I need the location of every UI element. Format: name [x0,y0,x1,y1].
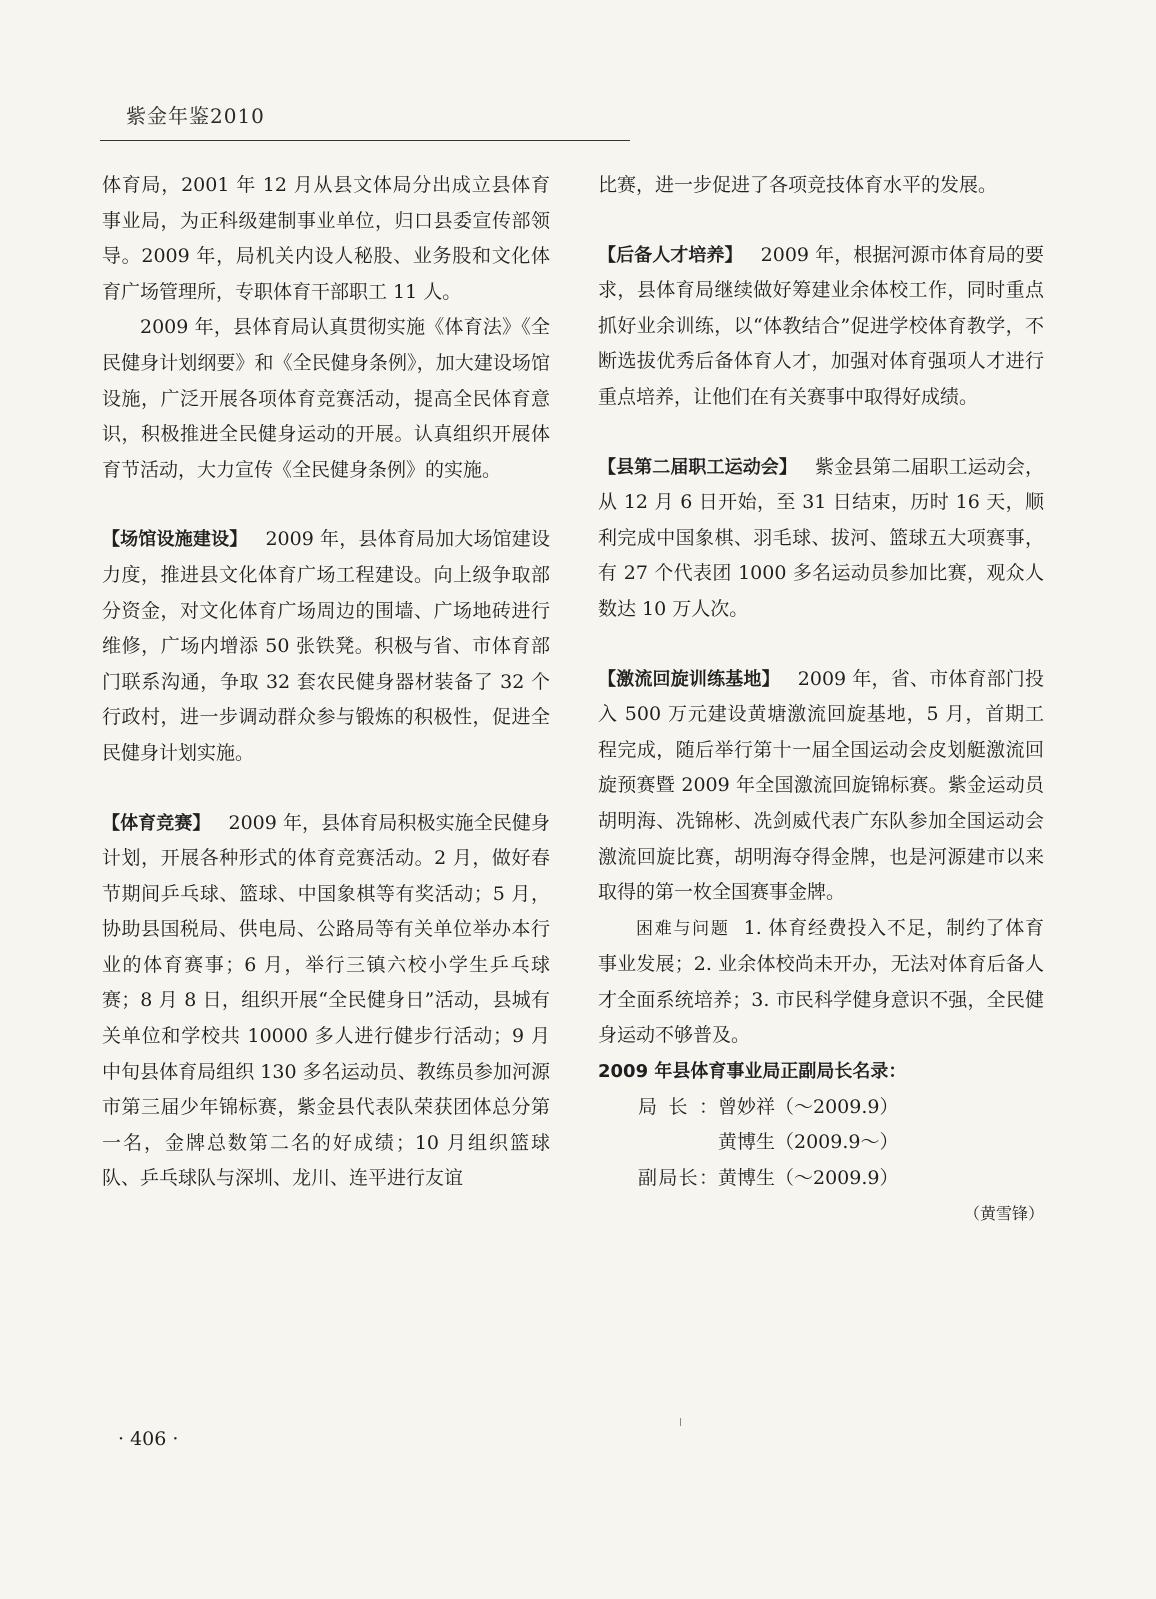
roster-deputy-role: 副局长： [638,1166,718,1189]
intro-continued-paragraph: 体育局，2001 年 12 月从县文体局分出成立县体育事业局，为正科级建制事业单位，归口县委宣传部领导。2009 年，局机关内设人秘股、业务股和文化体育广场管理所，专职体育干部职工 11 人。 [102,174,550,303]
roster-director-row [598,1090,1044,1126]
competitions-body: 2009 年，县体育局积极实施全民健身计划，开展各种形式的体育竞赛活动。2 月，做好春节期间乒乓球、篮球、中国象棋等有奖活动；5 月，协助县国税局、供电局、公路局等有关单位举办本行业的体育赛事；6 月，举行三镇六校小学生乒乓球赛；8 月 8 日，组织开展“全民健身日”活动，县城有关单位和学校共 10000 多人进行健步行活动；9 月中旬县体育局组织 130 多名运动员、教练员参加河源市第三届少年锦标赛，紫金县代表队荣获团体总分第一名，金牌总数第二名的好成绩；10 月组织篮球队、乒乓球队与深圳、龙川、连平进行友谊 [102,811,550,1190]
left-column [102,168,550,1197]
running-head-title: 紫金年鉴2010 [126,104,265,128]
whitewater-section [598,662,1044,911]
page-number: · 406 · [118,1428,179,1450]
roster-deputy-row [598,1161,1044,1197]
venues-heading: 【场馆设施建设】 [102,529,248,551]
workers-games-heading: 【县第二届职工运动会】 [598,456,797,478]
problems-body: 1. 体育经费投入不足，制约了体育事业发展；2. 业余体校尚未开办，无法对体育后备人才全面系统培养；3. 市民科学健身意识不强，全民健身运动不够普及。 [598,916,1044,1047]
intro-paragraph: 2009 年，县体育局认真贯彻实施《体育法》《全民健身计划纲要》和《全民健身条例》，加大建设场馆设施，广泛开展各项体育竞赛活动，提高全民体育意识，积极推进全民健身运动的开展。认真组织开展体育节活动，大力宣传《全民健身条例》的实施。 [102,316,550,481]
roster-deputy-1: 黄博生（～2009.9） [718,1166,899,1189]
roster-director-role: 局长： [638,1095,718,1118]
reserve-talent-heading: 【后备人才培养】 [598,244,743,266]
workers-games-section [598,450,1044,628]
venues-section [102,522,550,771]
margin-tick-mark [680,1418,681,1426]
whitewater-heading: 【激流回旋训练基地】 [598,668,780,690]
reserve-talent-section [598,238,1044,416]
problems-section [598,911,1044,1054]
competitions-section [102,806,550,1198]
problems-label: 困难与问题 [636,918,730,939]
roster-director-1: 曾妙祥（～2009.9） [718,1095,899,1118]
reserve-talent-body: 2009 年，根据河源市体育局的要求，县体育局继续做好筹建业余体校工作，同时重点抓好业余训练，以“体教结合”促进学校体育教学，不断选拔优秀后备体育人才，加强对体育强项人才进行重点培养，让他们在有关赛事中取得好成绩。 [598,243,1044,408]
roster-director-row-2 [598,1125,1044,1161]
roster-director-2: 黄博生（2009.9～） [718,1131,899,1154]
competitions-heading: 【体育竞赛】 [102,812,211,834]
venues-body: 2009 年，县体育局加大场馆建设力度，推进县文化体育广场工程建设。向上级争取部分资金，对文化体育广场周边的围墙、广场地砖进行维修，广场内增添 50 张铁凳。积极与省、市体育部门联系沟通，争取 32 套农民健身器材装备了 32 个行政村，进一步调动群众参与锻炼的积极性，促进全民健身计划实施。 [102,528,550,764]
right-column [598,168,1044,1232]
header-rule [100,140,630,141]
whitewater-body: 2009 年，省、市体育部门投入 500 万元建设黄塘激流回旋基地，5 月，首期工程完成，随后举行第十一届全国运动会皮划艇激流回旋预赛暨 2009 年全国激流回旋锦标赛。紫金运动员胡明海、冼锦彬、冼剑威代表广东队参加全国运动会激流回旋比赛，胡明海夺得金牌，也是河源建市以来取得的第一枚全国赛事金牌。 [598,667,1044,904]
roster-title: 2009 年县体育事业局正副局长名录： [598,1061,907,1083]
competitions-continued-paragraph: 比赛，进一步促进了各项竞技体育水平的发展。 [598,174,998,196]
author-signature: （黄雪锋） [963,1204,1044,1224]
workers-games-body: 紫金县第二届职工运动会，从 12 月 6 日开始，至 31 日结束，历时 16 天，顺利完成中国象棋、羽毛球、拔河、篮球五大项赛事，有 27 个代表团 1000 多名运动员参加比赛，观众人数达 10 万人次。 [598,455,1044,620]
